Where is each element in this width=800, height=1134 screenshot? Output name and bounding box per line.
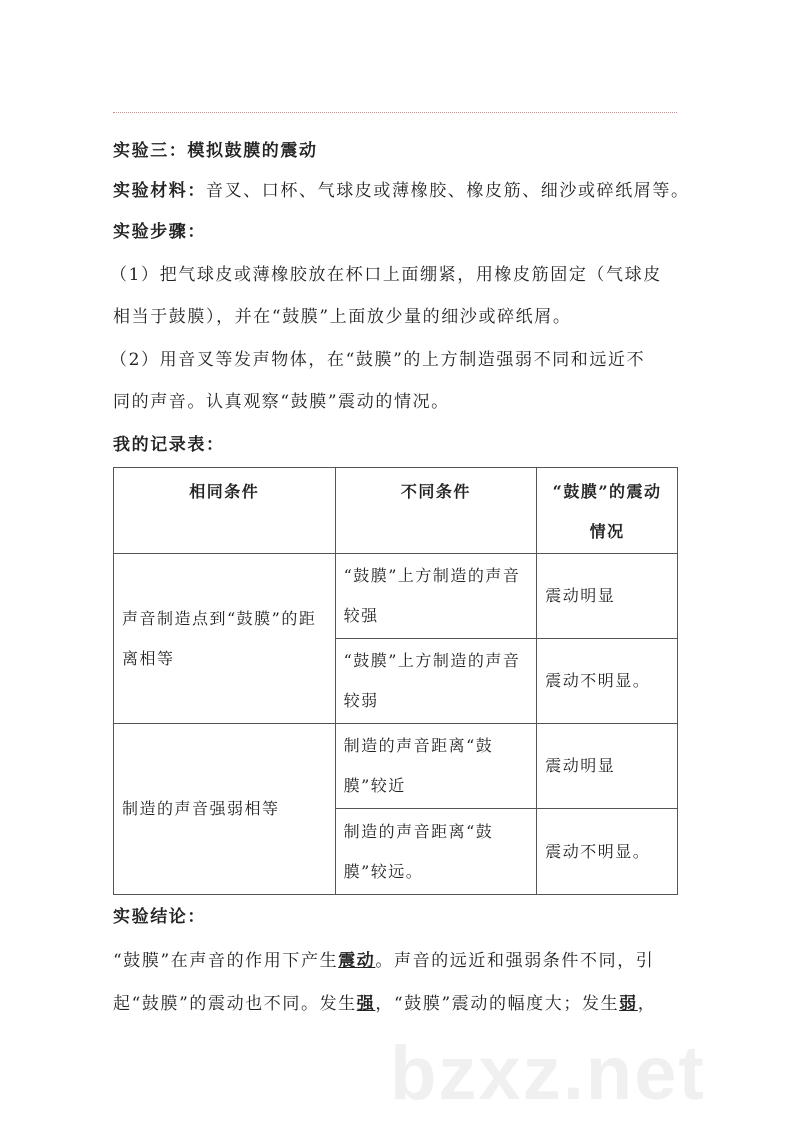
- record-table: [113, 467, 678, 895]
- table-header-row: [114, 468, 678, 554]
- step2-line2: 同的声音。认真观察“鼓膜”震动的情况。: [113, 392, 450, 412]
- header-result: “鼓膜”的震动情况: [537, 468, 678, 554]
- conclusion-line1: [113, 950, 654, 972]
- conclusion-line2: [113, 993, 656, 1015]
- step1-line2: 相当于鼓膜），并在“鼓膜”上面放少量的细沙或碎纸屑。: [113, 307, 572, 327]
- text: 。声音的远近和强弱条件不同，引: [375, 951, 655, 971]
- text: ，: [637, 994, 657, 1014]
- text: 起“鼓膜”的震动也不同。发生: [113, 994, 357, 1014]
- section-title: 实验三：模拟鼓膜的震动: [113, 141, 318, 161]
- same-condition-cell: 声音制造点到“鼓膜”的距离相等: [114, 554, 336, 724]
- materials-text: 音叉、口杯、气球皮或薄橡胶、橡皮筋、细沙或碎纸屑等。: [206, 181, 690, 201]
- result-cell: 震动不明显。: [537, 809, 678, 895]
- text: “鼓膜”在声音的作用下产生: [113, 951, 339, 971]
- answer-blank: 强: [356, 994, 376, 1014]
- header-divider: [113, 112, 677, 113]
- step1-line1: （1）把气球皮或薄橡胶放在杯口上面绷紧，用橡皮筋固定（气球皮: [110, 265, 662, 285]
- table-label: 我的记录表：: [113, 435, 225, 455]
- materials-line: [113, 180, 690, 202]
- answer-blank: 震动: [338, 951, 376, 971]
- header-different: 不同条件: [335, 468, 537, 554]
- result-cell: 震动明显: [537, 724, 678, 809]
- result-cell: 震动不明显。: [537, 639, 678, 724]
- table-row: [114, 724, 678, 809]
- materials-label: 实验材料：: [113, 181, 206, 201]
- same-condition-cell: 制造的声音强弱相等: [114, 724, 336, 895]
- answer-blank: 弱: [619, 994, 638, 1014]
- text: ，“鼓膜”震动的幅度大；发生: [375, 994, 620, 1014]
- header-same: 相同条件: [114, 468, 336, 554]
- different-condition-cell: “鼓膜”上方制造的声音较强: [335, 554, 537, 639]
- table-row: [114, 554, 678, 639]
- conclusion-label: 实验结论：: [113, 907, 206, 927]
- watermark: bzxz.net: [390, 1031, 706, 1116]
- result-cell: 震动明显: [537, 554, 678, 639]
- step2-line1: （2）用音叉等发声物体，在“鼓膜”的上方制造强弱不同和远近不: [110, 350, 646, 370]
- different-condition-cell: “鼓膜”上方制造的声音较弱: [335, 639, 537, 724]
- different-condition-cell: 制造的声音距离“鼓膜”较近: [335, 724, 537, 809]
- different-condition-cell: 制造的声音距离“鼓膜”较远。: [335, 809, 537, 895]
- steps-label: 实验步骤：: [113, 222, 206, 242]
